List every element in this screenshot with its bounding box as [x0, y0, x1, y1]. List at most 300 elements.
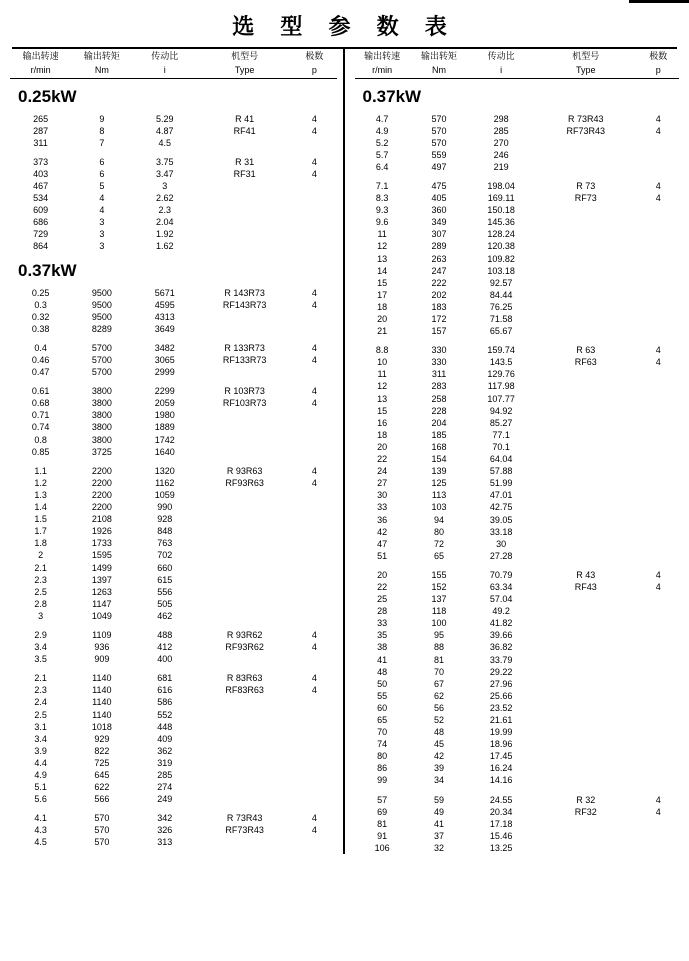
cell-ratio: 198.04: [487, 180, 515, 191]
table-row: [10, 562, 337, 574]
cell-poles: [638, 417, 679, 429]
cell-model-type: RF103R73: [222, 398, 267, 409]
cell-ratio: 2999: [154, 367, 175, 378]
cell-poles: [292, 409, 336, 421]
group-spacer-cell: [10, 458, 337, 465]
cell-output-torque: 929: [94, 733, 110, 744]
cell-output-torque: 48: [434, 727, 445, 738]
cell-poles: 4: [311, 299, 317, 310]
cell-output-speed: 729: [33, 229, 49, 240]
cell-output-torque: 172: [431, 314, 447, 324]
cell-ratio: 159.74: [487, 345, 515, 356]
cell-output-torque: 570: [431, 137, 447, 148]
header-ratio: 传动比: [151, 51, 179, 61]
table-row: [10, 537, 337, 549]
cell-model-type: [534, 417, 638, 429]
cell-output-torque: 157: [431, 326, 447, 337]
cell-ratio: 39.66: [489, 630, 513, 641]
cell-model-type: [534, 204, 638, 216]
cell-ratio: 2.62: [155, 193, 174, 204]
cell-poles: [292, 311, 336, 323]
cell-ratio: 4313: [154, 311, 175, 322]
cell-output-speed: 15: [377, 277, 388, 288]
cell-ratio: 319: [157, 757, 173, 768]
group-spacer-cell: [355, 787, 680, 794]
cell-model-type: [197, 409, 292, 421]
cell-output-speed: 0.25: [31, 287, 50, 298]
cell-poles: [638, 489, 679, 501]
cell-output-torque: 168: [431, 441, 447, 452]
cell-output-speed: 24: [377, 466, 388, 477]
cell-output-speed: 0.3: [34, 299, 47, 310]
cell-ratio: 33.18: [489, 526, 513, 537]
cell-output-torque: 4: [99, 193, 105, 204]
cell-model-type: [197, 434, 292, 446]
cell-output-speed: 4.9: [34, 770, 47, 780]
cell-ratio: 63.34: [489, 581, 513, 592]
cell-poles: [638, 678, 679, 690]
cell-model-type: [197, 562, 292, 574]
header-poles: 极数: [305, 51, 324, 61]
cell-output-speed: 74: [377, 739, 388, 750]
cell-poles: [638, 617, 679, 629]
cell-model-type: R 63: [576, 345, 596, 356]
cell-output-torque: 37: [434, 830, 445, 841]
cell-poles: 4: [311, 355, 317, 365]
cell-output-torque: 42: [434, 751, 445, 762]
table-row: [355, 313, 680, 325]
group-spacer: [10, 458, 337, 465]
cell-output-speed: 9.6: [375, 217, 389, 228]
cell-output-speed: 1.5: [34, 514, 47, 525]
group-spacer: [10, 378, 337, 385]
cell-output-speed: 11: [377, 229, 387, 240]
cell-model-type: [197, 311, 292, 323]
cell-output-speed: 12: [377, 241, 388, 252]
cell-output-torque: 263: [431, 253, 447, 264]
cell-output-speed: 65: [377, 715, 388, 725]
cell-output-speed: 0.85: [31, 446, 50, 457]
cell-output-speed: 0.71: [31, 410, 50, 421]
cell-output-torque: 70: [434, 666, 445, 677]
two-column-layout: [10, 49, 679, 854]
cell-output-torque: 59: [434, 794, 445, 805]
cell-output-speed: 17: [377, 289, 388, 300]
table-row: [10, 385, 337, 397]
group-spacer: [355, 562, 680, 569]
cell-poles: 4: [655, 345, 661, 356]
cell-output-speed: 47: [377, 538, 388, 549]
cell-poles: [292, 216, 336, 228]
cell-output-speed: 2.3: [34, 685, 47, 696]
cell-output-torque: 3725: [91, 446, 112, 457]
table-row: [355, 277, 680, 289]
table-row: [355, 738, 680, 750]
cell-poles: 4: [311, 113, 317, 124]
cell-output-torque: 1140: [92, 685, 112, 696]
cell-ratio: 2.3: [158, 205, 171, 216]
cell-output-torque: 1499: [91, 562, 112, 573]
cell-poles: [638, 550, 679, 562]
cell-output-speed: 21: [377, 326, 388, 337]
cell-output-torque: 2108: [91, 514, 112, 525]
table-row: [355, 581, 680, 593]
cell-ratio: 1.62: [155, 241, 174, 252]
header-torque: 输出转矩: [83, 51, 120, 61]
cell-model-type: RF73R43: [225, 825, 264, 836]
cell-poles: 4: [311, 825, 317, 836]
cell-ratio: 616: [157, 685, 173, 696]
cell-poles: [638, 818, 679, 830]
cell-output-speed: 18: [377, 301, 388, 312]
cell-model-type: RF83R63: [225, 685, 264, 696]
cell-poles: 4: [311, 168, 317, 179]
cell-model-type: [534, 762, 638, 774]
cell-output-speed: 1.3: [34, 489, 47, 500]
cell-ratio: 681: [157, 673, 173, 684]
cell-model-type: [534, 265, 638, 277]
cell-output-torque: 570: [431, 113, 447, 124]
cell-poles: [292, 525, 336, 537]
cell-ratio: 505: [157, 598, 173, 609]
cell-output-torque: 139: [431, 466, 447, 477]
cell-output-speed: 91: [377, 830, 388, 841]
cell-output-speed: 2.1: [34, 673, 47, 684]
cell-ratio: 57.04: [489, 594, 513, 605]
cell-output-speed: 609: [33, 205, 49, 216]
cell-output-torque: 936: [94, 642, 110, 653]
table-row: [10, 477, 337, 489]
table-row: [355, 265, 680, 277]
table-row: [10, 793, 337, 805]
table-row: [355, 750, 680, 762]
header-type: 机型号: [572, 51, 600, 61]
group-spacer-cell: [355, 173, 680, 180]
table-row: [355, 417, 680, 429]
cell-output-torque: 62: [434, 690, 445, 701]
table-row: [10, 240, 337, 252]
cell-model-type: [534, 501, 638, 513]
cell-poles: [638, 629, 679, 641]
cell-poles: [638, 161, 679, 173]
cell-model-type: [534, 830, 638, 842]
cell-model-type: [197, 323, 292, 335]
cell-output-torque: 1263: [91, 586, 112, 597]
cell-output-torque: 95: [434, 630, 445, 641]
cell-output-speed: 0.38: [31, 323, 50, 334]
cell-output-torque: 41: [434, 818, 445, 829]
table-row: [10, 709, 337, 721]
cell-output-speed: 373: [33, 156, 49, 167]
table-row: [10, 769, 337, 781]
cell-model-type: [534, 253, 638, 265]
cell-ratio: 143.5: [489, 357, 513, 368]
table-row: [10, 641, 337, 653]
spec-table: [10, 287, 337, 849]
cell-ratio: 36.82: [489, 642, 513, 653]
group-spacer: [10, 335, 337, 342]
cell-ratio: 1059: [154, 489, 175, 500]
cell-model-type: [197, 598, 292, 610]
cell-ratio: 285: [493, 125, 509, 136]
cell-ratio: 615: [157, 574, 173, 585]
cell-output-speed: 287: [33, 125, 49, 136]
group-spacer-cell: [10, 665, 337, 672]
cell-output-speed: 41: [377, 654, 388, 665]
table-row: [10, 653, 337, 665]
cell-poles: [638, 368, 679, 380]
group-spacer-cell: [10, 622, 337, 629]
cell-output-speed: 534: [33, 193, 49, 204]
cell-model-type: [197, 513, 292, 525]
cell-model-type: [534, 228, 638, 240]
cell-poles: [638, 501, 679, 513]
table-row: [10, 489, 337, 501]
cell-poles: [292, 733, 336, 745]
cell-ratio: 49.2: [492, 606, 510, 617]
cell-model-type: [534, 161, 638, 173]
cell-output-speed: 70: [377, 727, 388, 738]
header-type-unit: Type: [575, 65, 596, 76]
cell-ratio: 412: [157, 642, 173, 653]
cell-output-torque: 94: [434, 514, 445, 525]
cell-ratio: 5671: [154, 287, 175, 298]
cell-output-torque: 3: [99, 241, 105, 252]
cell-poles: [638, 228, 679, 240]
cell-output-speed: 30: [377, 490, 388, 501]
cell-output-speed: 8.3: [375, 193, 389, 204]
cell-output-speed: 99: [377, 775, 388, 786]
cell-ratio: 660: [157, 562, 173, 573]
cell-output-speed: 69: [377, 806, 388, 817]
group-spacer-cell: [355, 337, 680, 344]
cell-model-type: [534, 514, 638, 526]
cell-ratio: 25.66: [489, 690, 513, 701]
page-corner-mark: [629, 0, 689, 3]
cell-ratio: 249: [157, 794, 173, 805]
cell-model-type: [197, 586, 292, 598]
cell-ratio: 1742: [154, 434, 175, 445]
cell-poles: [638, 240, 679, 252]
cell-model-type: [197, 537, 292, 549]
cell-ratio: 65.67: [489, 326, 513, 337]
cell-poles: [638, 137, 679, 149]
cell-output-speed: 5.6: [34, 794, 47, 805]
cell-poles: [292, 323, 336, 335]
table-row: [10, 421, 337, 433]
cell-output-speed: 5.2: [375, 137, 389, 148]
cell-poles: [292, 610, 336, 622]
cell-output-torque: 65: [434, 550, 445, 561]
cell-output-torque: 3800: [91, 434, 112, 445]
header-speed: 输出转速: [364, 51, 401, 61]
cell-poles: [292, 653, 336, 665]
cell-poles: [292, 240, 336, 252]
cell-output-speed: 4.5: [34, 837, 47, 848]
cell-output-speed: 265: [33, 113, 49, 124]
cell-output-speed: 11: [377, 369, 387, 380]
cell-poles: [638, 605, 679, 617]
cell-output-torque: 622: [94, 782, 110, 793]
cell-output-torque: 72: [434, 538, 445, 549]
cell-output-speed: 0.46: [31, 355, 50, 365]
cell-poles: [638, 714, 679, 726]
cell-poles: [292, 586, 336, 598]
cell-model-type: R 143R73: [224, 287, 265, 298]
cell-ratio: 20.34: [489, 806, 513, 817]
cell-output-torque: 113: [431, 490, 447, 501]
table-row: [10, 216, 337, 228]
cell-output-speed: 2: [38, 550, 44, 561]
cell-ratio: 29.22: [489, 666, 513, 677]
group-spacer: [10, 622, 337, 629]
cell-poles: [292, 574, 336, 586]
cell-ratio: 150.18: [487, 205, 515, 216]
left-column-body: [10, 87, 337, 849]
group-spacer: [355, 787, 680, 794]
cell-output-torque: 566: [94, 794, 110, 805]
table-row: [355, 501, 680, 513]
cell-model-type: [197, 204, 292, 216]
cell-output-speed: 12: [377, 381, 388, 392]
cell-output-torque: 283: [431, 381, 447, 392]
table-row: [355, 690, 680, 702]
table-row: [355, 654, 680, 666]
cell-poles: [638, 313, 679, 325]
table-row: [10, 342, 337, 354]
group-spacer: [355, 173, 680, 180]
table-row: [355, 405, 680, 417]
cell-model-type: [534, 774, 638, 786]
table-row: [355, 240, 680, 252]
cell-ratio: 30: [496, 538, 507, 549]
cell-output-speed: 51: [377, 550, 388, 561]
cell-model-type: [197, 489, 292, 501]
group-spacer-cell: [10, 149, 337, 156]
left-column-header: [10, 49, 337, 78]
cell-poles: [638, 842, 679, 854]
cell-model-type: [534, 678, 638, 690]
cell-output-torque: 3800: [91, 398, 112, 409]
cell-output-speed: 86: [377, 763, 388, 774]
cell-model-type: [534, 465, 638, 477]
cell-ratio: 342: [157, 813, 173, 824]
cell-poles: [292, 501, 336, 513]
cell-output-speed: 3: [38, 610, 44, 621]
cell-ratio: 120.38: [487, 241, 515, 252]
cell-ratio: 488: [157, 629, 173, 640]
cell-ratio: 1162: [155, 477, 175, 488]
header-type-unit: Type: [234, 65, 255, 76]
cell-output-speed: 16: [377, 417, 388, 428]
cell-model-type: [197, 653, 292, 665]
cell-model-type: [534, 149, 638, 161]
cell-poles: 4: [311, 125, 317, 136]
cell-model-type: R 103R73: [224, 386, 265, 397]
cell-model-type: [534, 818, 638, 830]
cell-ratio: 270: [493, 137, 509, 148]
cell-model-type: [534, 137, 638, 149]
cell-output-torque: 80: [434, 526, 445, 537]
cell-ratio: 16.24: [489, 763, 513, 774]
cell-poles: [292, 513, 336, 525]
cell-output-torque: 822: [94, 745, 110, 756]
cell-output-torque: 155: [431, 569, 447, 580]
cell-model-type: R 133R73: [224, 342, 265, 353]
cell-ratio: 145.36: [487, 217, 515, 228]
cell-output-speed: 0.61: [31, 386, 50, 397]
table-row: [10, 781, 337, 793]
cell-output-speed: 20: [377, 314, 388, 324]
header-ratio-unit: i: [500, 65, 503, 76]
right-column: [345, 49, 680, 854]
power-rating-heading: 0.25kW: [18, 86, 77, 106]
cell-poles: [638, 325, 679, 337]
table-row: [355, 477, 680, 489]
cell-output-torque: 9500: [91, 299, 112, 310]
table-row: [10, 299, 337, 311]
header-ratio: 传动比: [487, 51, 515, 61]
table-row: [10, 610, 337, 622]
cell-output-torque: 5700: [91, 367, 112, 378]
cell-ratio: 128.24: [487, 229, 515, 240]
cell-poles: [292, 446, 336, 458]
cell-poles: [638, 265, 679, 277]
cell-ratio: 70.1: [492, 441, 510, 452]
cell-output-speed: 6.4: [375, 161, 389, 172]
cell-ratio: 3065: [154, 355, 175, 365]
table-row: [355, 301, 680, 313]
cell-output-speed: 686: [33, 217, 49, 228]
cell-poles: 4: [311, 629, 317, 640]
cell-output-speed: 13: [377, 393, 388, 404]
cell-poles: 4: [655, 125, 661, 136]
table-row: [10, 397, 337, 409]
table-row: [10, 137, 337, 149]
cell-ratio: 39.05: [489, 514, 513, 525]
cell-poles: [638, 465, 679, 477]
cell-poles: [638, 289, 679, 301]
cell-model-type: R 93R62: [226, 629, 263, 640]
cell-model-type: RF93R63: [225, 477, 264, 488]
cell-output-speed: 22: [377, 581, 388, 592]
cell-output-speed: 38: [377, 642, 388, 653]
table-row: [10, 721, 337, 733]
table-row: [10, 434, 337, 446]
cell-poles: [292, 366, 336, 378]
cell-model-type: [197, 696, 292, 708]
cell-output-torque: 152: [431, 581, 447, 592]
cell-model-type: RF41: [233, 125, 256, 136]
cell-poles: [638, 453, 679, 465]
cell-output-torque: 475: [431, 180, 447, 191]
cell-ratio: 274: [157, 782, 173, 793]
cell-model-type: RF143R73: [222, 299, 267, 310]
cell-model-type: [534, 593, 638, 605]
cell-model-type: [197, 228, 292, 240]
cell-poles: 4: [311, 287, 317, 298]
cell-ratio: 298: [493, 113, 509, 124]
cell-output-speed: 28: [377, 606, 388, 617]
cell-output-torque: 39: [434, 763, 445, 774]
cell-ratio: 2059: [154, 398, 175, 409]
cell-ratio: 462: [157, 610, 173, 621]
cell-output-torque: 3800: [91, 410, 112, 421]
cell-poles: [292, 793, 336, 805]
cell-ratio: 2.04: [155, 217, 174, 228]
cell-poles: [292, 562, 336, 574]
cell-model-type: [534, 641, 638, 653]
